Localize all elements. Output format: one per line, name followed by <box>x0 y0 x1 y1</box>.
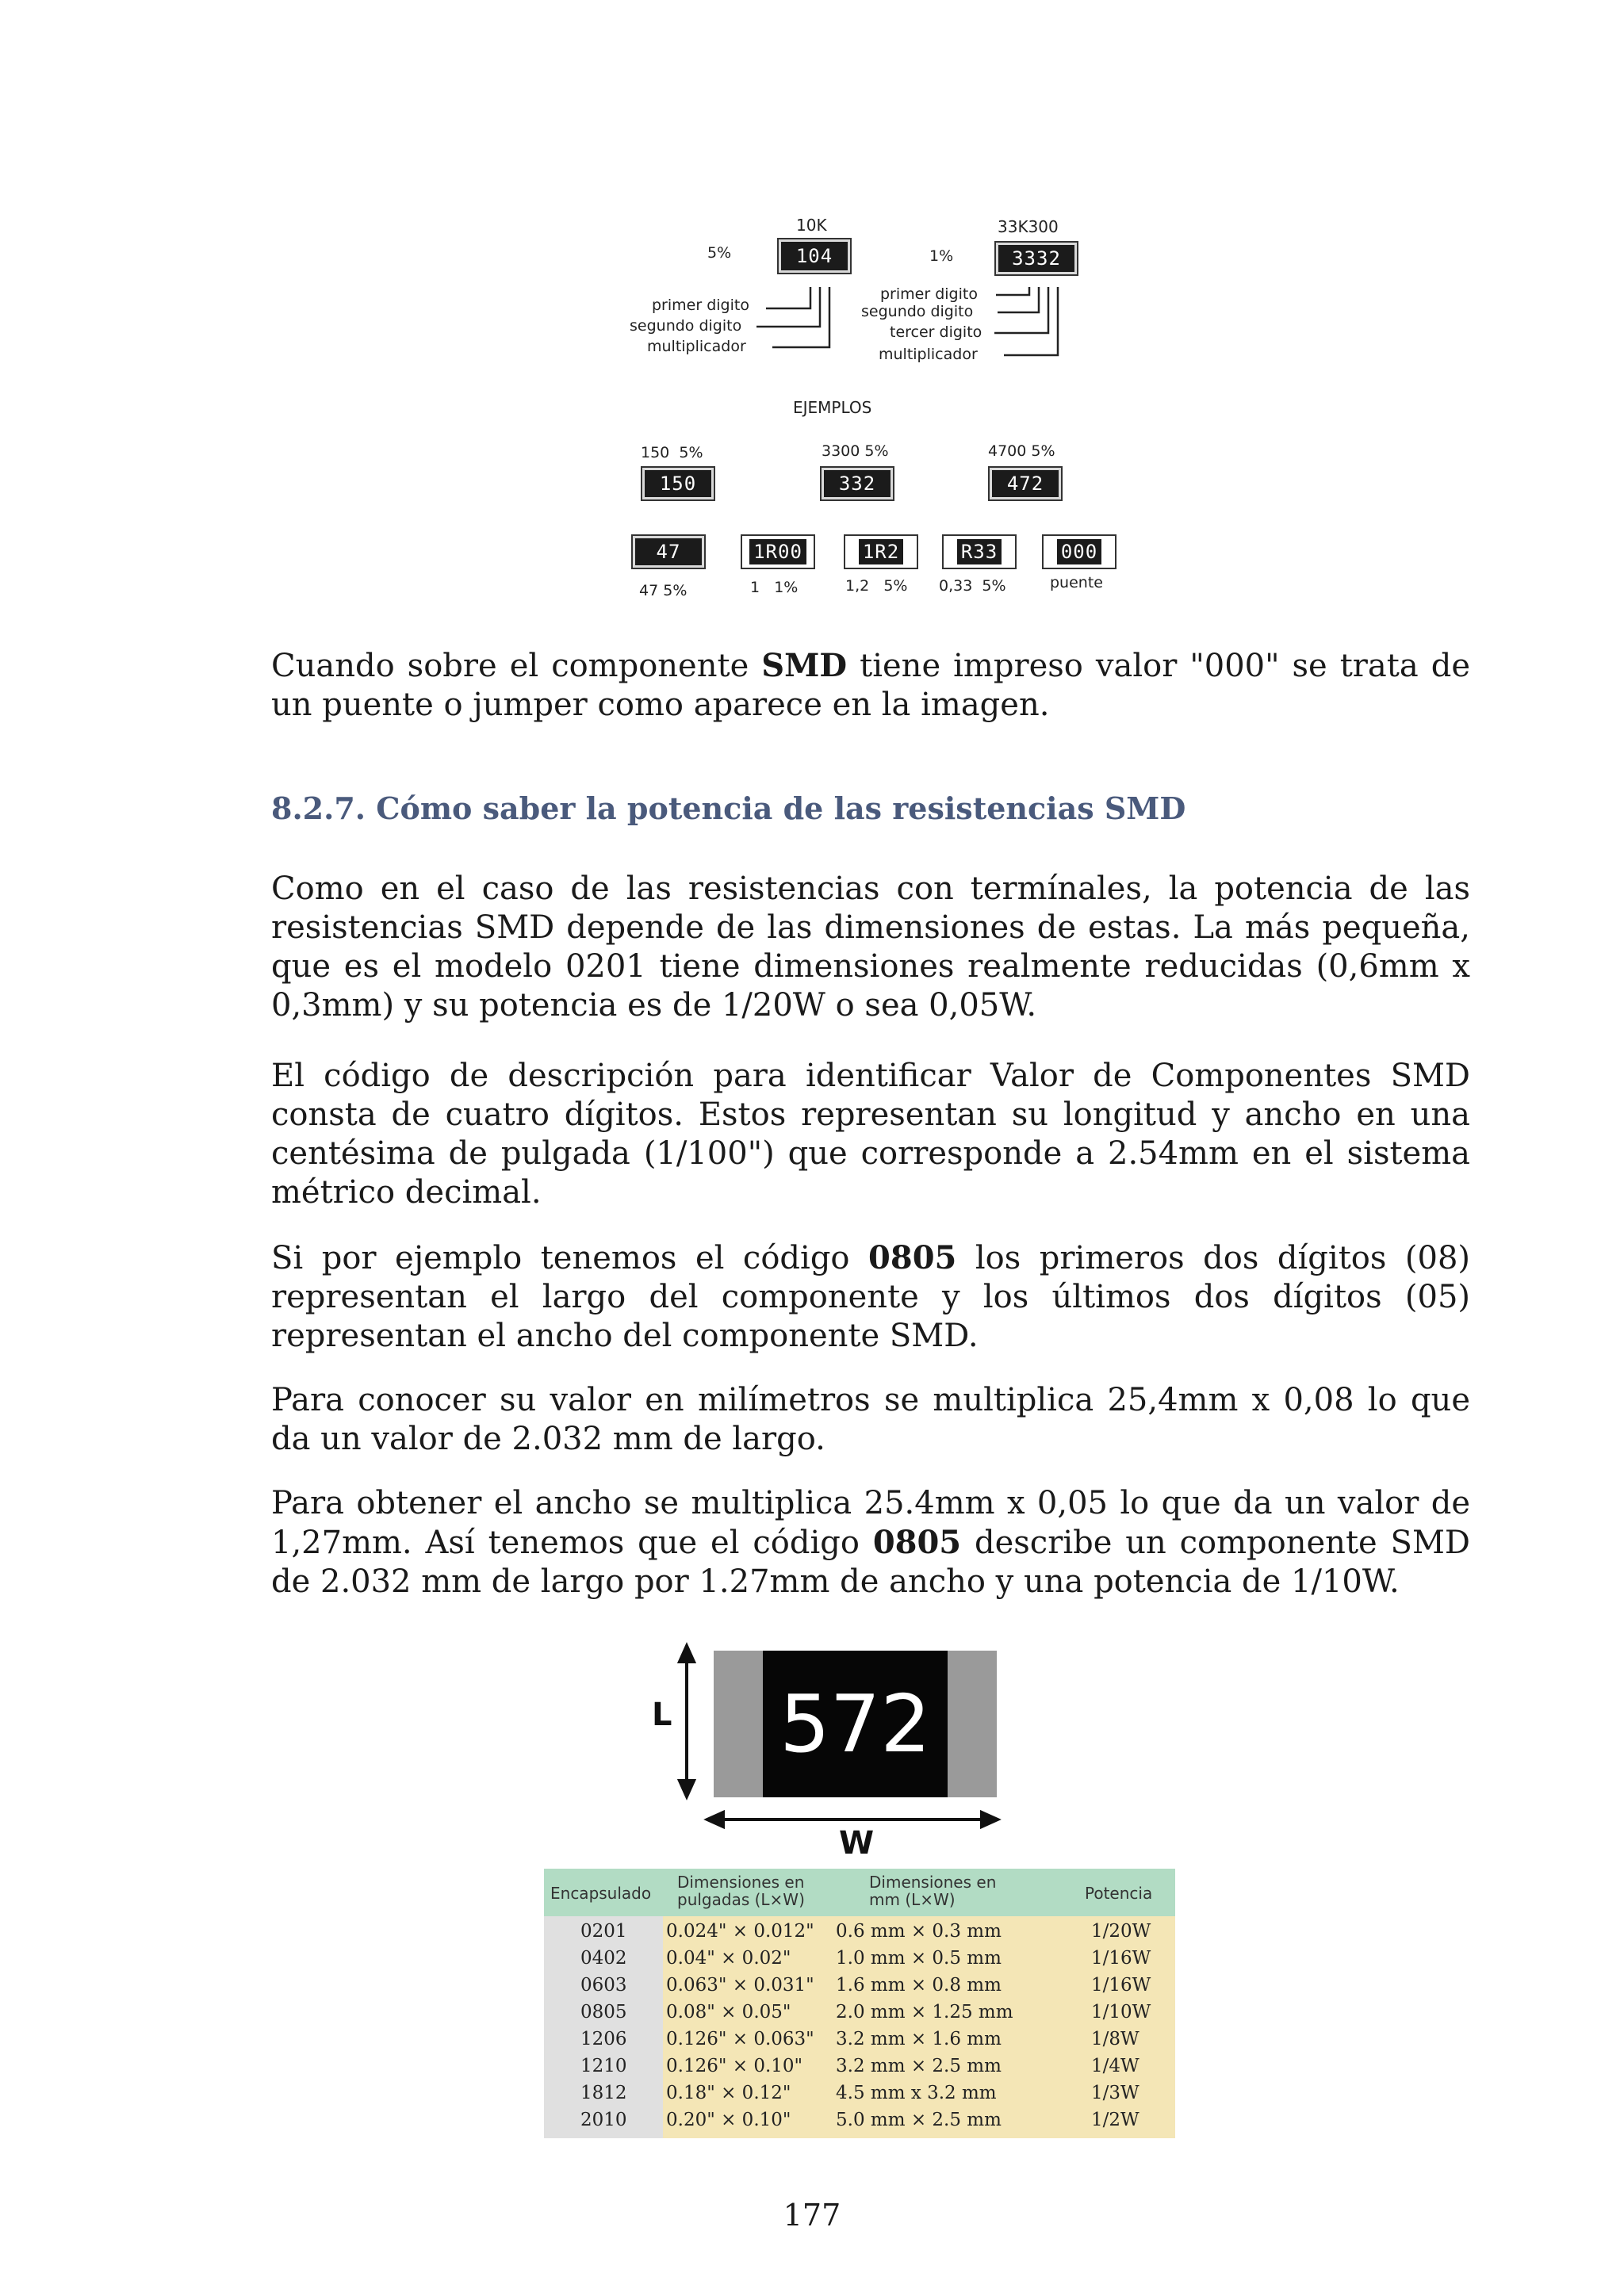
table-cell: 0.18" × 0.12" <box>666 2083 791 2103</box>
smd-chip <box>633 536 704 568</box>
table-cell: 0805 <box>580 2002 627 2022</box>
table-cell: 1812 <box>580 2083 627 2103</box>
examples-title: EJEMPLOS <box>793 398 872 417</box>
table-cell: 1210 <box>580 2056 627 2076</box>
header-cell: Dimensiones en mm (L×W) <box>869 1873 997 1909</box>
table-cell: 2.0 mm × 1.25 mm <box>836 2002 1013 2022</box>
smd-chip <box>742 536 814 568</box>
example-value: 4700 <box>988 442 1027 460</box>
table-cell: 0.024" × 0.012" <box>666 1921 814 1942</box>
smd-resistor-diagram <box>642 1641 1007 1879</box>
smd-chip <box>845 536 917 568</box>
smd-code-figure <box>626 208 1118 608</box>
chip-code: 47 <box>656 541 681 563</box>
leader-label: multiplicador <box>879 346 978 363</box>
leader-label: primer digito <box>652 297 749 314</box>
example-value: 47 <box>639 582 659 599</box>
leader-label: primer digito <box>880 285 978 303</box>
example-value: 150 <box>641 444 670 461</box>
table-row <box>544 2002 1175 2028</box>
smd-chip <box>642 468 714 499</box>
table-cell: 0.08" × 0.05" <box>666 2002 791 2022</box>
example-tolerance: 5% <box>864 442 889 460</box>
table-cell: 1/10W <box>1091 2002 1151 2022</box>
table-row <box>544 2110 1175 2136</box>
value-label: 33K300 <box>998 217 1059 236</box>
example-value: 0,33 <box>939 577 973 595</box>
bold-term: SMD <box>761 647 848 684</box>
example-label <box>845 577 908 595</box>
example-label <box>639 582 687 599</box>
table-row <box>544 2029 1175 2055</box>
paragraph <box>271 1238 1470 1356</box>
example-tolerance: 5% <box>679 444 703 461</box>
paragraph <box>271 646 1470 725</box>
tolerance-label: 1% <box>929 247 954 265</box>
text-run: tiene impreso valor "000" se trata de un puente o jumper como aparece en la imagen. <box>271 648 1470 723</box>
table-row <box>544 2056 1175 2082</box>
table-cell: 1/2W <box>1091 2110 1139 2130</box>
table-cell: 1.6 mm × 0.8 mm <box>836 1975 1002 1996</box>
table-cell: 1/16W <box>1091 1975 1151 1996</box>
table-cell: 1/3W <box>1091 2083 1139 2103</box>
section-heading: 8.2.7. Cómo saber la potencia de las resistencias SMD <box>271 790 1186 826</box>
table-cell: 1/16W <box>1091 1948 1151 1969</box>
chip-code: 3332 <box>1012 247 1061 270</box>
table-cell: 3.2 mm × 1.6 mm <box>836 2029 1002 2049</box>
example-label <box>750 579 798 596</box>
tolerance-label: 5% <box>707 244 732 262</box>
example-label <box>988 442 1055 460</box>
resistor-body <box>714 1651 997 1797</box>
header-cell: Encapsulado <box>550 1884 652 1903</box>
table-cell: 0.6 mm × 0.3 mm <box>836 1921 1002 1942</box>
text-run: Si por ejemplo tenemos el código <box>271 1240 869 1276</box>
smd-dimensions-table <box>544 1869 1175 2138</box>
table-cell: 4.5 mm x 3.2 mm <box>836 2083 997 2103</box>
example-label: puente <box>1050 574 1103 591</box>
example-tolerance: 5% <box>982 577 1006 595</box>
table-row <box>544 1921 1175 1947</box>
chip-code: 472 <box>1006 473 1044 495</box>
table-cell: 1206 <box>580 2029 627 2049</box>
example-value: 3300 <box>822 442 860 460</box>
example-value: 1,2 <box>845 577 870 595</box>
smd-chip <box>990 468 1061 499</box>
text-run: Cuando sobre el componente <box>271 648 762 684</box>
table-row <box>544 2083 1175 2109</box>
chip-code: 332 <box>838 473 876 495</box>
width-label: W <box>839 1825 875 1862</box>
smd-chip <box>944 536 1015 568</box>
smd-chip <box>996 243 1077 274</box>
text-run: los primeros dos dígitos (08) representan el largo del componente y los últimos dos dígitos (05) representan el ancho del componente SMD. <box>271 1240 1471 1354</box>
smd-chip <box>822 468 893 499</box>
table-cell: 5.0 mm × 2.5 mm <box>836 2110 1002 2130</box>
table-cell: 1/4W <box>1091 2056 1139 2076</box>
header-cell: Potencia <box>1085 1884 1153 1903</box>
table-cell: 0.126" × 0.063" <box>666 2029 814 2049</box>
table-cell: 0603 <box>580 1975 627 1996</box>
header-cell: Dimensiones en pulgadas (L×W) <box>677 1873 805 1909</box>
table-cell: 0.126" × 0.10" <box>666 2056 803 2076</box>
chip-code: R33 <box>957 539 1002 564</box>
chip-code: 1R00 <box>749 539 806 564</box>
example-label <box>641 444 703 461</box>
table-cell: 3.2 mm × 2.5 mm <box>836 2056 1002 2076</box>
example-tolerance: 1% <box>774 579 799 596</box>
table-cell: 0.20" × 0.10" <box>666 2110 791 2130</box>
example-tolerance: 5% <box>1031 442 1055 460</box>
chip-code: 104 <box>795 245 833 267</box>
leader-label: multiplicador <box>647 338 746 355</box>
table-cell: 1.0 mm × 0.5 mm <box>836 1948 1002 1969</box>
bold-term: 0805 <box>872 1524 962 1561</box>
smd-chip <box>1044 536 1115 568</box>
leader-label: segundo digito <box>630 317 742 335</box>
table-cell: 0.063" × 0.031" <box>666 1975 814 1996</box>
text-run: Para obtener el ancho se multiplica 25.4mm x 0,05 lo que da un valor de 1,27mm. Así tenemos que el código <box>271 1485 1470 1561</box>
example-tolerance: 5% <box>883 577 908 595</box>
resistor-marking <box>763 1651 948 1797</box>
table-cell: 1/20W <box>1091 1921 1151 1942</box>
table-cell: 0201 <box>580 1921 627 1942</box>
paragraph <box>271 1484 1470 1601</box>
text-run: describe un componente SMD de 2.032 mm de largo por 1.27mm de ancho y una potencia de 1/10W. <box>271 1525 1470 1600</box>
chip-code: 1R2 <box>859 539 903 564</box>
example-label <box>939 577 1006 595</box>
table-header <box>544 1869 1175 1916</box>
table-row <box>544 1975 1175 2001</box>
resistor-code: 572 <box>779 1678 931 1770</box>
example-tolerance: 5% <box>663 582 688 599</box>
page-number: 177 <box>783 2198 841 2233</box>
table-cell: 2010 <box>580 2110 627 2130</box>
length-label: L <box>652 1697 672 1733</box>
paragraph: Para conocer su valor en milímetros se multiplica 25,4mm x 0,08 lo que da un valor de 2.032 mm de largo. <box>271 1382 1470 1457</box>
table-row <box>544 1948 1175 1974</box>
paragraph: Como en el caso de las resistencias con termínales, la potencia de las resistencias SMD depende de las dimensiones de estas. La más pequeña, que es el modelo 0201 tiene dimensiones realmente reducidas (0,6mm x 0,3mm) y su potencia es de 1/20W o sea 0,05W. <box>271 871 1470 1024</box>
table-cell: 0402 <box>580 1948 627 1969</box>
paragraph: El código de descripción para identificar Valor de Componentes SMD consta de cuatro dígitos. Estos representan su longitud y ancho en una centésima de pulgada (1/100") que corresponde a 2.54mm en el sistema métrico decimal. <box>271 1058 1470 1211</box>
example-label <box>822 442 889 460</box>
leader-label: tercer digito <box>890 323 982 341</box>
chip-code: 000 <box>1057 539 1101 564</box>
smd-chip <box>779 239 850 273</box>
value-label: 10K <box>796 216 827 235</box>
leader-label: segundo digito <box>861 303 974 320</box>
example-value: 1 <box>750 579 760 596</box>
bold-term: 0805 <box>868 1239 957 1276</box>
table-cell: 0.04" × 0.02" <box>666 1948 791 1969</box>
chip-code: 150 <box>659 473 697 495</box>
table-cell: 1/8W <box>1091 2029 1139 2049</box>
